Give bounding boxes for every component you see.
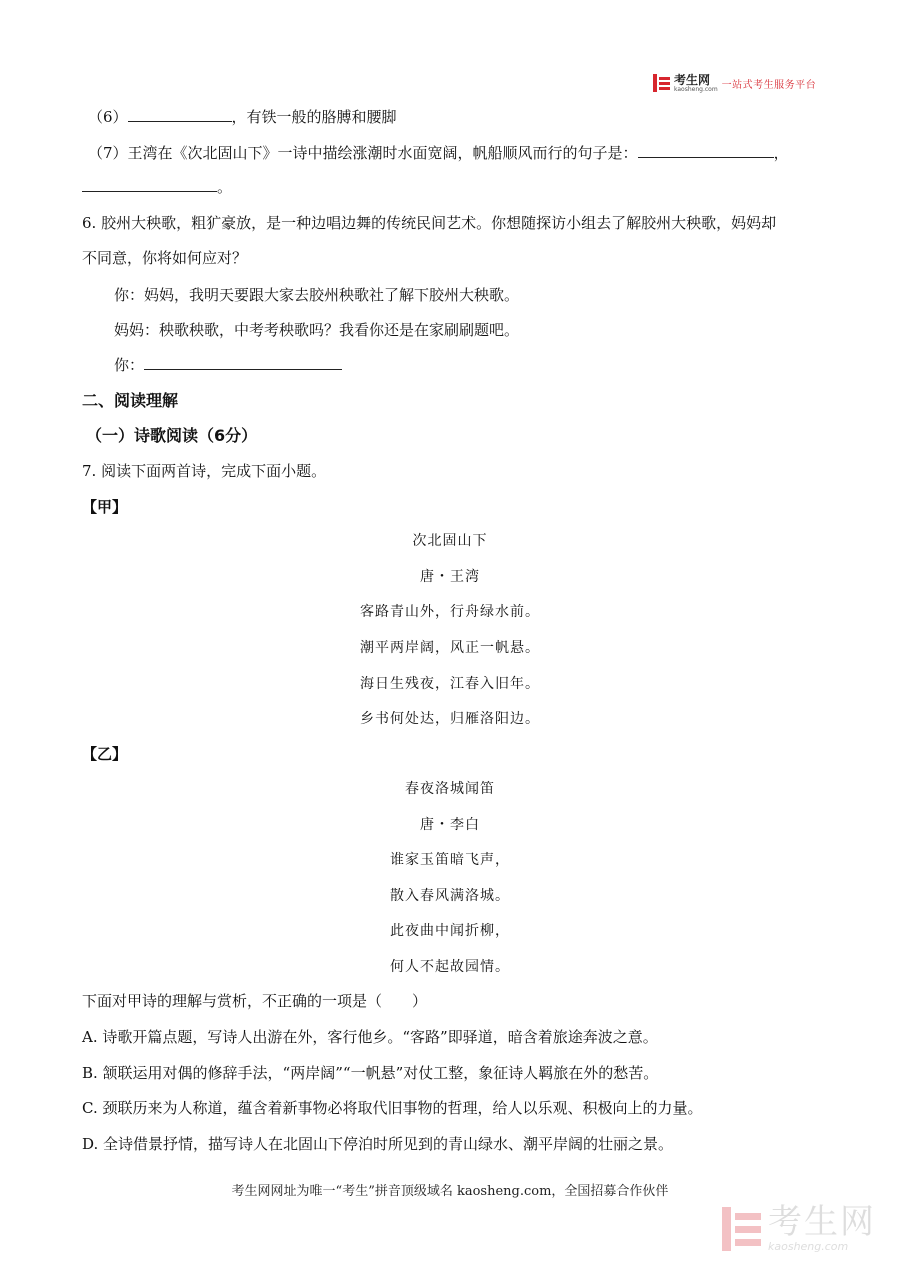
poem-b-line: 散入春风满洛城。 [390, 888, 510, 904]
poem-b-title: 春夜洛城闻笛 [405, 781, 495, 797]
mc-option-d[interactable]: D. 全诗借景抒情，描写诗人在北固山下停泊时所见到的青山绿水、潮平岸阔的壮丽之景。 [82, 1135, 674, 1153]
poem-a-line: 乡书何处达，归雁洛阳边。 [360, 711, 540, 727]
dialog-mom: 妈妈：秧歌秧歌，中考考秧歌吗？我看你还是在家刷刷题吧。 [114, 321, 520, 339]
fill-item-6-num: （6） [88, 108, 128, 126]
header-logo [653, 72, 816, 94]
mc-option-b[interactable]: B. 颔联运用对偶的修辞手法，“两岸阔”“一帆悬”对仗工整，象征诗人羁旅在外的愁苦。 [82, 1064, 659, 1082]
poem-b-tag: 【乙】 [82, 745, 128, 763]
question-7-intro: 7. 阅读下面两首诗，完成下面小题。 [82, 462, 327, 480]
poem-b-line: 谁家玉笛暗飞声， [390, 852, 510, 868]
watermark [722, 1202, 876, 1253]
fill-item-7-end: 。 [217, 178, 233, 196]
fill-item-7 [88, 143, 789, 163]
mc-question-stem: 下面对甲诗的理解与赏析，不正确的一项是（ ） [82, 992, 428, 1010]
section-title-reading: 二、阅读理解 [82, 391, 179, 410]
question-6-line1: 6. 胶州大秧歌，粗犷豪放，是一种边唱边舞的传统民间艺术。你想随探访小组去了解胶州大秧歌，妈妈却 [82, 214, 777, 232]
page-footer: 考生网网址为唯一“考生”拼音顶级域名 kaosheng.com，全国招募合作伙伴 [231, 1184, 669, 1199]
mc-option-c[interactable]: C. 颈联历来为人称道，蕴含着新事物必将取代旧事物的哲理，给人以乐观、积极向上的力量。 [82, 1099, 703, 1117]
mc-option-a[interactable]: A. 诗歌开篇点题，写诗人出游在外，客行他乡。“客路”即驿道，暗含着旅途奔波之意。 [82, 1028, 658, 1046]
dialog-you-1: 你：妈妈，我明天要跟大家去胶州秧歌社了解下胶州大秧歌。 [114, 286, 520, 304]
poem-b-line: 何人不起故园情。 [390, 959, 510, 975]
poem-a-line: 客路青山外，行舟绿水前。 [360, 604, 540, 620]
answer-blank[interactable] [638, 143, 774, 158]
fill-item-7-text: （7）王湾在《次北固山下》一诗中描绘涨潮时水面宽阔，帆船顺风而行的句子是： [88, 144, 638, 162]
header-brand-en: kaosheng.com [674, 85, 718, 93]
header-slogan: 一站式考生服务平台 [721, 79, 817, 91]
watermark-en: kaosheng.com [768, 1240, 849, 1253]
fill-item-6 [88, 107, 397, 127]
dialog-you-2 [114, 355, 342, 375]
dialog-you-2-prefix: 你： [114, 356, 145, 374]
answer-blank[interactable] [128, 107, 232, 122]
poem-a-title: 次北固山下 [412, 533, 488, 549]
answer-blank[interactable] [144, 355, 342, 370]
watermark-cn: 考生网 [768, 1202, 876, 1242]
kaosheng-logo-icon [653, 74, 671, 92]
subsection-title-poetry: （一）诗歌阅读（6分） [86, 426, 258, 445]
poem-b-author: 唐・李白 [420, 817, 480, 833]
fill-item-7-sep: ， [773, 144, 789, 162]
poem-a-line: 潮平两岸阔，风正一帆悬。 [360, 640, 540, 656]
question-6-line2: 不同意，你将如何应对？ [82, 249, 248, 267]
poem-a-tag: 【甲】 [82, 498, 128, 516]
answer-blank[interactable] [82, 177, 217, 192]
header-brand-cn: 考生网 [674, 72, 711, 87]
poem-a-line: 海日生残夜，江春入旧年。 [360, 676, 540, 692]
watermark-logo-icon [722, 1207, 762, 1251]
fill-item-7-cont [82, 177, 232, 197]
fill-item-6-text: ，有铁一般的胳膊和腰脚 [231, 108, 397, 126]
poem-a-author: 唐・王湾 [420, 569, 480, 585]
poem-b-line: 此夜曲中闻折柳， [390, 923, 510, 939]
